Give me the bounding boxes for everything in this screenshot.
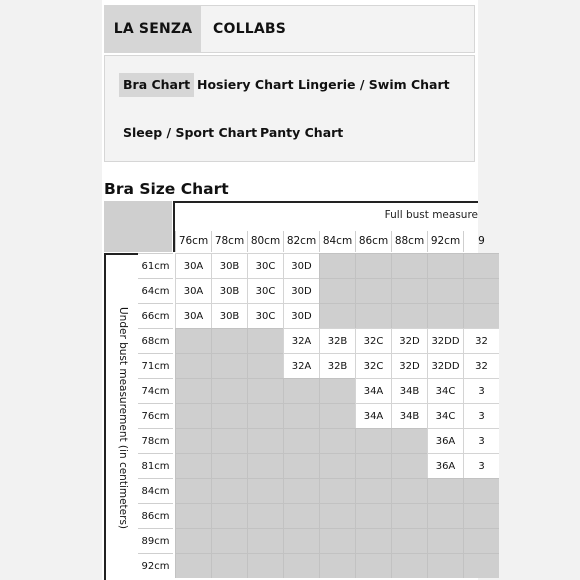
table-cell: 30D (283, 303, 319, 328)
table-cell (463, 253, 499, 278)
table-cell (391, 278, 427, 303)
table-cell (355, 278, 391, 303)
tab-hosiery-chart[interactable]: Hosiery Chart (197, 77, 294, 92)
table-cell (355, 503, 391, 528)
table-cell: 34C (427, 403, 463, 428)
row-header: 68cm (138, 328, 173, 353)
table-cell (247, 353, 283, 378)
table-cell (427, 303, 463, 328)
column-header: 76cm (175, 231, 211, 252)
tab-sleep-sport-chart[interactable]: Sleep / Sport Chart (123, 125, 258, 140)
table-cell (427, 553, 463, 578)
table-cell (427, 528, 463, 553)
table-cell (319, 378, 355, 403)
column-header: 82cm (283, 231, 319, 252)
row-group-label: Under bust measurement (in centimeters) (117, 306, 129, 530)
column-header: 84cm (319, 231, 355, 252)
table-cell (283, 428, 319, 453)
table-cell: 30D (283, 278, 319, 303)
row-header: 89cm (138, 528, 173, 553)
tab-collabs[interactable]: COLLABS (213, 21, 287, 37)
table-cell (247, 378, 283, 403)
tab-la-senza[interactable]: LA SENZA (105, 6, 201, 52)
table-cell (283, 553, 319, 578)
table-cell (319, 278, 355, 303)
table-cell (175, 353, 211, 378)
table-cell: 30B (211, 303, 247, 328)
table-cell: 32 (463, 353, 499, 378)
table-cell (463, 553, 499, 578)
column-header: 9 (463, 231, 499, 252)
row-header: 64cm (138, 278, 173, 303)
table-cell (391, 553, 427, 578)
row-header: 81cm (138, 453, 173, 478)
table-cell (247, 478, 283, 503)
table-cell: 32DD (427, 353, 463, 378)
table-cell (319, 253, 355, 278)
table-cell (391, 503, 427, 528)
table-cell (283, 378, 319, 403)
table-cell (283, 503, 319, 528)
table-cell: 32B (319, 353, 355, 378)
column-header: 86cm (355, 231, 391, 252)
table-cell (355, 478, 391, 503)
table-cell (283, 403, 319, 428)
table-cell: 36A (427, 428, 463, 453)
table-cell (247, 503, 283, 528)
table-cell (463, 478, 499, 503)
table-cell: 32A (283, 328, 319, 353)
table-cell: 30A (175, 253, 211, 278)
row-header: 61cm (138, 253, 173, 278)
table-cell: 32D (391, 328, 427, 353)
table-cell (175, 478, 211, 503)
table-cell (211, 353, 247, 378)
table-cell: 32C (355, 328, 391, 353)
row-header-area (104, 253, 138, 580)
table-cell: 34B (391, 403, 427, 428)
brand-tab-bar (104, 5, 475, 53)
table-cell (211, 328, 247, 353)
column-header: 88cm (391, 231, 427, 252)
row-header: 66cm (138, 303, 173, 328)
table-cell (211, 428, 247, 453)
table-cell (391, 478, 427, 503)
column-header: 92cm (427, 231, 463, 252)
table-cell: 32 (463, 328, 499, 353)
column-header: 78cm (211, 231, 247, 252)
table-cell: 32B (319, 328, 355, 353)
table-cell: 3 (463, 428, 499, 453)
table-cell: 30D (283, 253, 319, 278)
row-header: 76cm (138, 403, 173, 428)
table-cell (175, 553, 211, 578)
table-cell (211, 378, 247, 403)
table-cell: 34C (427, 378, 463, 403)
table-cell: 32DD (427, 328, 463, 353)
tab-lingerie-swim-chart[interactable]: Lingerie / Swim Chart (298, 77, 450, 92)
table-cell (211, 478, 247, 503)
table-cell: 34A (355, 378, 391, 403)
table-cell: 30A (175, 303, 211, 328)
table-cell (391, 303, 427, 328)
table-cell (319, 478, 355, 503)
row-header: 71cm (138, 353, 173, 378)
row-header: 74cm (138, 378, 173, 403)
table-cell (283, 528, 319, 553)
table-cell (211, 403, 247, 428)
table-cell (175, 453, 211, 478)
table-cell: 36A (427, 453, 463, 478)
row-header: 92cm (138, 553, 173, 578)
table-cell (175, 528, 211, 553)
table-cell (427, 253, 463, 278)
table-cell: 3 (463, 403, 499, 428)
table-cell (175, 503, 211, 528)
size-guide-panel (102, 0, 488, 580)
table-cell (247, 553, 283, 578)
table-cell (319, 553, 355, 578)
table-cell (175, 378, 211, 403)
table-cell (427, 503, 463, 528)
row-header: 84cm (138, 478, 173, 503)
table-cell (319, 503, 355, 528)
table-cell: 3 (463, 453, 499, 478)
table-cell: 30C (247, 253, 283, 278)
table-cell (211, 528, 247, 553)
table-cell: 30B (211, 253, 247, 278)
table-cell (391, 453, 427, 478)
section-title: Bra Size Chart (104, 180, 229, 198)
table-cell (211, 503, 247, 528)
table-cell: 32C (355, 353, 391, 378)
table-cell (211, 553, 247, 578)
table-cell (319, 528, 355, 553)
table-cell (355, 528, 391, 553)
table-cell (355, 303, 391, 328)
table-cell (247, 403, 283, 428)
table-cell (247, 453, 283, 478)
table-cell (247, 528, 283, 553)
table-cell (319, 453, 355, 478)
table-cell (427, 278, 463, 303)
table-cell (283, 478, 319, 503)
table-cell: 30B (211, 278, 247, 303)
table-cell (391, 428, 427, 453)
table-cell: 34A (355, 403, 391, 428)
bra-size-table (104, 201, 488, 580)
table-cell (175, 328, 211, 353)
table-cell (319, 403, 355, 428)
table-cell: 34B (391, 378, 427, 403)
table-cell (247, 428, 283, 453)
tab-panty-chart[interactable]: Panty Chart (260, 125, 344, 140)
tab-bra-chart[interactable]: Bra Chart (119, 73, 194, 97)
table-cell (175, 403, 211, 428)
row-header: 78cm (138, 428, 173, 453)
table-corner (104, 201, 172, 252)
table-cell (391, 528, 427, 553)
table-cell (427, 478, 463, 503)
table-cell (463, 528, 499, 553)
chart-type-tab-bar (104, 55, 475, 162)
table-cell (283, 453, 319, 478)
table-cell: 30A (175, 278, 211, 303)
table-cell: 32D (391, 353, 427, 378)
table-cell (247, 328, 283, 353)
row-header: 86cm (138, 503, 173, 528)
table-cell (355, 253, 391, 278)
table-cell (355, 428, 391, 453)
table-cell: 30C (247, 278, 283, 303)
table-cell (355, 453, 391, 478)
table-cell: 30C (247, 303, 283, 328)
table-cell: 32A (283, 353, 319, 378)
table-cell (175, 428, 211, 453)
table-cell: 3 (463, 378, 499, 403)
table-cell (463, 503, 499, 528)
table-cell (211, 453, 247, 478)
table-cell (391, 253, 427, 278)
column-group-label: Full bust measure (384, 209, 478, 221)
table-cell (319, 428, 355, 453)
table-cell (463, 303, 499, 328)
column-header: 80cm (247, 231, 283, 252)
table-cell (319, 303, 355, 328)
table-cell (463, 278, 499, 303)
table-cell (355, 553, 391, 578)
